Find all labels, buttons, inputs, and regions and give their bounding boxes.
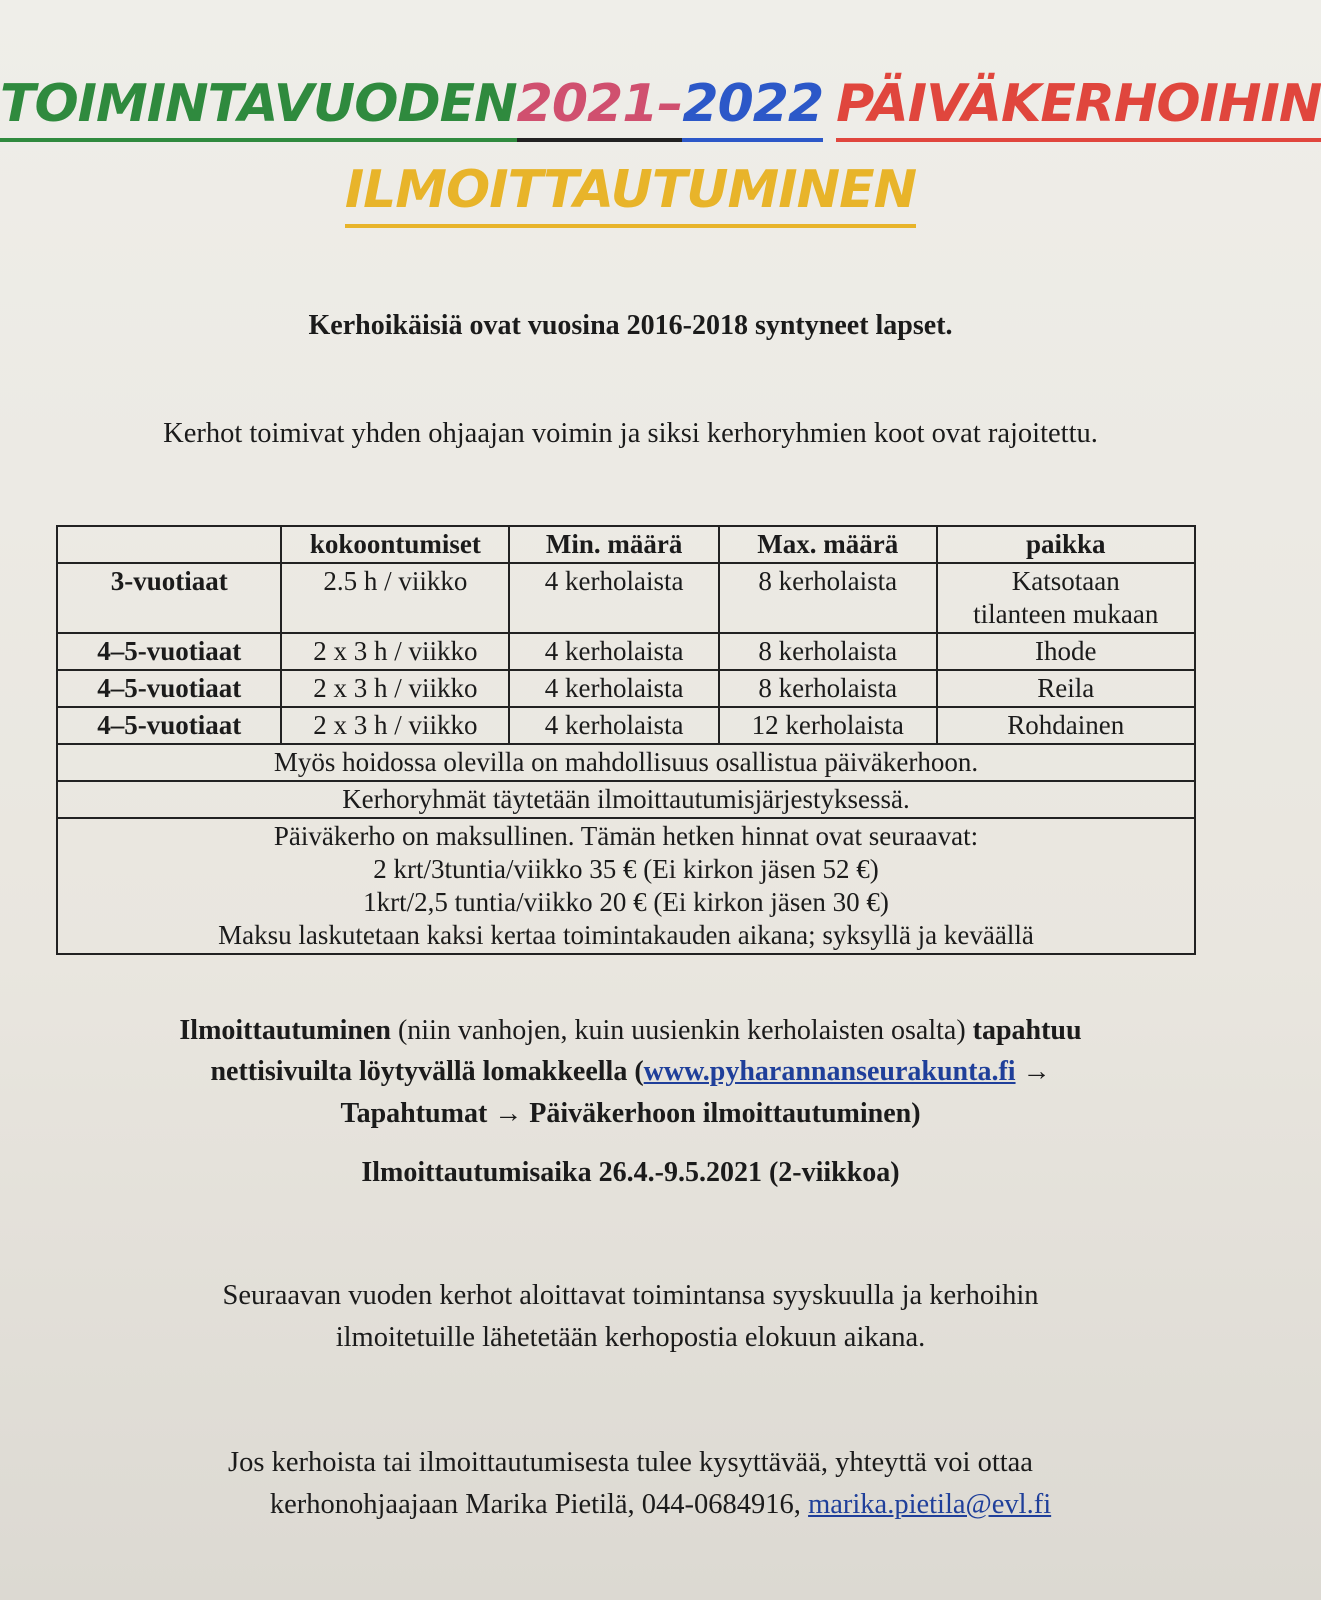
price-line: 1krt/2,5 tuntia/viikko 20 € (Ei kirkon jäsen 30 €) — [363, 887, 889, 917]
title-word-ilmoittautuminen: ILMOITTAUTUMINEN — [345, 158, 916, 228]
meetings-cell: 2 x 3 h / viikko — [281, 707, 509, 744]
place-line: tilanteen mukaan — [973, 599, 1159, 629]
place-cell: Rohdainen — [937, 707, 1195, 744]
table-header-cell: paikka — [937, 526, 1195, 563]
registration-form-text: nettisivuilta löytyvällä lomakkeella ( — [210, 1056, 644, 1087]
title-line-1 — [0, 72, 1321, 142]
table-header-cell: Min. määrä — [509, 526, 719, 563]
contact-email-link[interactable]: marika.pietila@evl.fi — [808, 1489, 1052, 1520]
price-line: Päiväkerho on maksullinen. Tämän hetken hinnat ovat seuraavat: — [273, 821, 979, 851]
max-cell: 12 kerholaista — [719, 707, 937, 744]
age-note: Kerhoikäisiä ovat vuosina 2016-2018 syntyneet lapset. — [308, 310, 953, 341]
table-row — [57, 707, 1195, 744]
price-line: 2 krt/3tuntia/viikko 35 € (Ei kirkon jäsen 52 €) — [373, 854, 879, 884]
min-cell: 4 kerholaista — [509, 633, 719, 670]
place-cell: Ihode — [937, 633, 1195, 670]
registration-line-3: Tapahtumat → Päiväkerhoon ilmoittautuminen) — [340, 1098, 921, 1129]
registration-bold: tapahtuu — [972, 1015, 1082, 1046]
group-size-note: Kerhot toimivat yhden ohjaajan voimin ja siksi kerhoryhmien koot ovat rajoitettu. — [163, 418, 1098, 449]
group-cell: 4–5-vuotiaat — [57, 670, 281, 707]
registration-line-1 — [0, 1015, 1261, 1047]
table-header-cell — [57, 526, 281, 563]
place-line: Katsotaan — [1011, 566, 1120, 596]
registration-period: Ilmoittautumisaika 26.4.-9.5.2021 (2-viikkoa) — [361, 1157, 900, 1188]
table-price-row — [57, 818, 1195, 954]
max-cell: 8 kerholaista — [719, 563, 937, 633]
parish-website-link[interactable]: www.pyharannanseurakunta.fi — [643, 1056, 1016, 1087]
meetings-cell: 2.5 h / viikko — [281, 563, 509, 633]
table-row — [57, 633, 1195, 670]
max-cell: 8 kerholaista — [719, 670, 937, 707]
table-note-row — [57, 744, 1195, 781]
title-dash: – — [657, 72, 682, 142]
table-header-cell: kokoontumiset — [281, 526, 509, 563]
note-fill-order: Kerhoryhmät täytetään ilmoittautumisjärjestyksessä. — [57, 781, 1195, 818]
registration-line-2 — [0, 1056, 1261, 1088]
contact-line-1: Jos kerhoista tai ilmoittautumisesta tulee kysyttävää, yhteyttä voi ottaa — [228, 1447, 1033, 1478]
table-header-cell: Max. määrä — [719, 526, 937, 563]
group-cell: 4–5-vuotiaat — [57, 633, 281, 670]
title-year-end: 2022 — [682, 72, 823, 142]
meetings-cell: 2 x 3 h / viikko — [281, 633, 509, 670]
group-cell: 3-vuotiaat — [57, 563, 281, 633]
table-header-row — [57, 526, 1195, 563]
min-cell: 4 kerholaista — [509, 707, 719, 744]
min-cell: 4 kerholaista — [509, 563, 719, 633]
table-row — [57, 670, 1195, 707]
place-cell: Reila — [937, 670, 1195, 707]
group-cell: 4–5-vuotiaat — [57, 707, 281, 744]
meetings-cell: 2 x 3 h / viikko — [281, 670, 509, 707]
min-cell: 4 kerholaista — [509, 670, 719, 707]
contact-line-2 — [0, 1489, 1261, 1521]
price-info-cell — [57, 818, 1195, 954]
arrow-icon: → — [1015, 1056, 1051, 1087]
title-line-2 — [0, 158, 1261, 228]
contact-text: kerhonohjaajaan Marika Pietilä, 044-0684916, — [269, 1489, 809, 1520]
table-row — [57, 563, 1195, 633]
max-cell: 8 kerholaista — [719, 633, 937, 670]
title-year-start: 2021 — [517, 72, 658, 142]
start-line-2: ilmoitetuille lähetetään kerhopostia elokuun aikana. — [335, 1322, 926, 1353]
title-word-toimintavuoden: TOIMINTAVUODEN — [0, 72, 517, 142]
place-cell — [937, 563, 1195, 633]
price-line: Maksu laskutetaan kaksi kertaa toimintakauden aikana; syksyllä ja keväällä — [218, 920, 1034, 950]
club-groups-table — [56, 525, 1196, 955]
title-word-paivakerhoihin: PÄIVÄKERHOIHIN — [836, 72, 1321, 142]
start-line-1: Seuraavan vuoden kerhot aloittavat toimintansa syyskuulla ja kerhoihin — [222, 1280, 1039, 1311]
note-daycare: Myös hoidossa olevilla on mahdollisuus osallistua päiväkerhoon. — [57, 744, 1195, 781]
registration-bold: Ilmoittautuminen — [179, 1015, 391, 1046]
registration-normal: (niin vanhojen, kuin uusienkin kerholaisten osalta) — [390, 1015, 973, 1046]
table-note-row — [57, 781, 1195, 818]
